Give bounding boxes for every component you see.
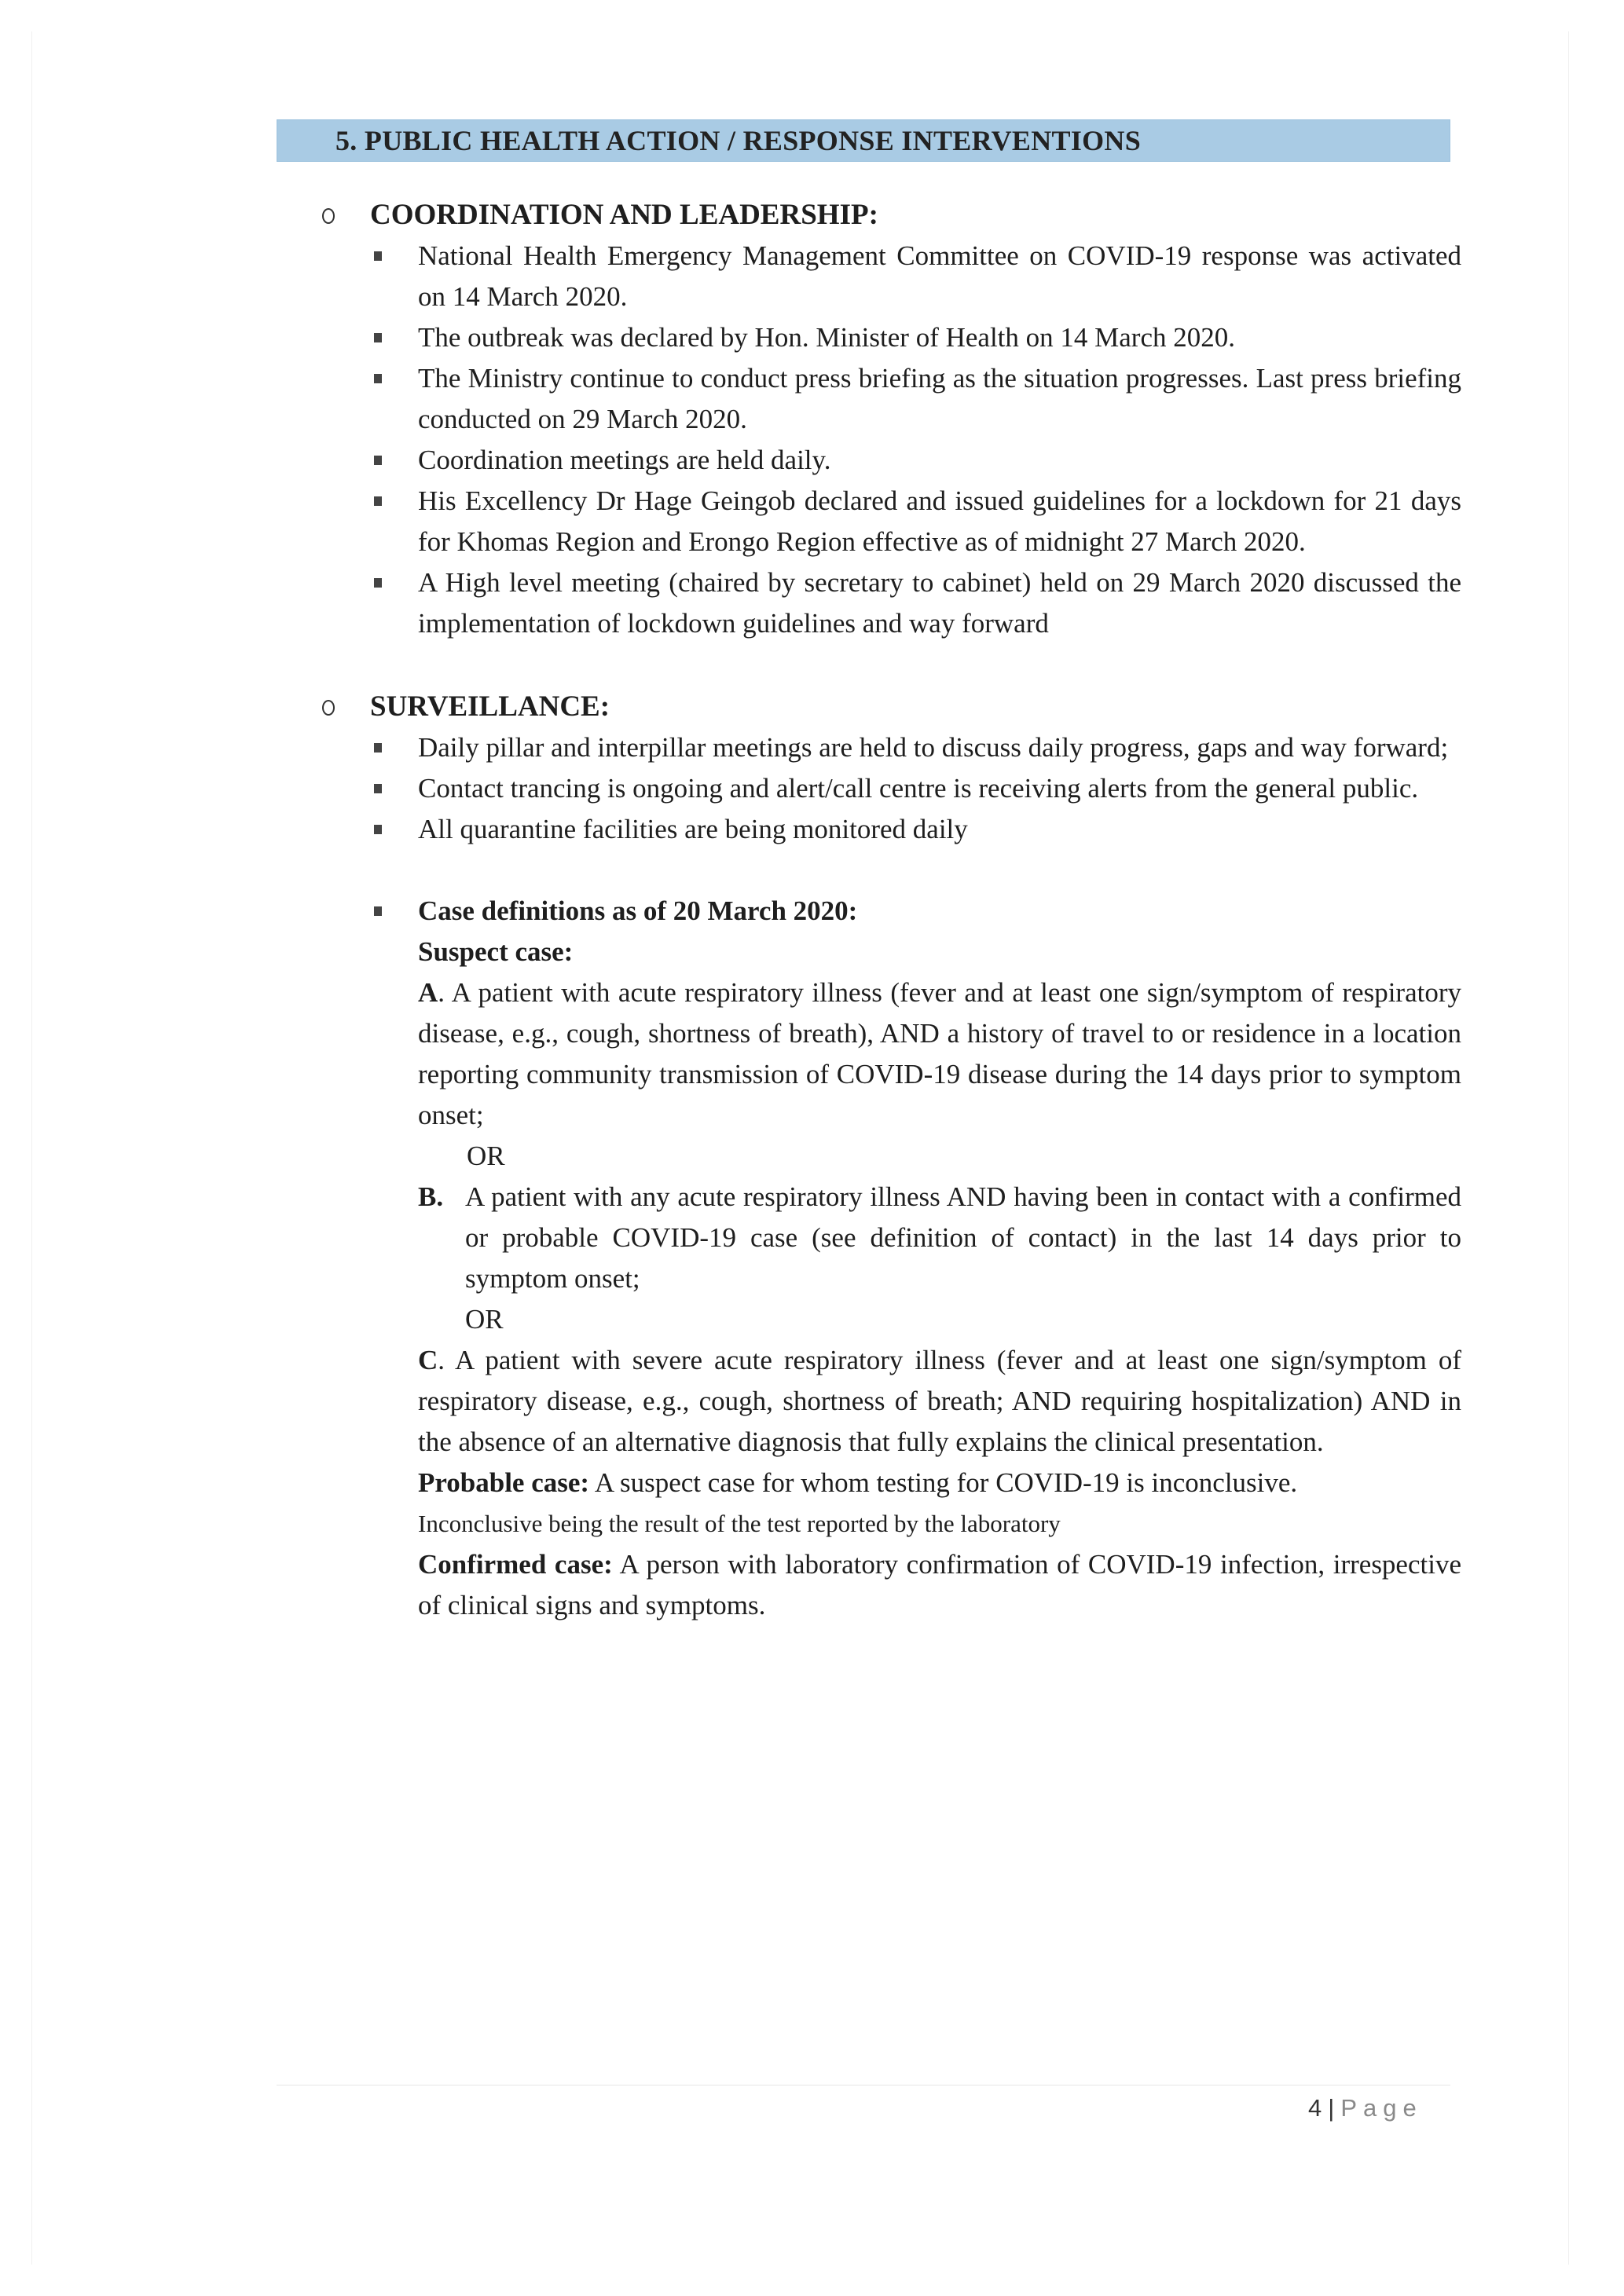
case-definitions-heading: Case definitions as of 20 March 2020: — [418, 895, 858, 926]
page-label: Page — [1340, 2094, 1423, 2122]
case-definitions — [371, 891, 1461, 1626]
square-bullet-icon — [374, 251, 382, 261]
list-item — [371, 562, 1461, 644]
section-title: 5. PUBLIC HEALTH ACTION / RESPONSE INTERVENTIONS — [335, 125, 1142, 156]
square-bullet-icon — [374, 374, 382, 383]
spacer — [371, 850, 1461, 891]
suspect-case-b-text — [465, 1177, 1461, 1340]
suspect-case-b — [418, 1177, 1461, 1340]
list-item-text: Coordination meetings are held daily. — [418, 445, 831, 475]
list-item-text: All quarantine facilities are being monitored daily — [418, 814, 968, 844]
probable-case-note: Inconclusive being the result of the test reported by the laboratory — [418, 1510, 1061, 1537]
square-bullet-icon — [374, 784, 382, 793]
coordination-list — [322, 236, 1461, 644]
suspect-case-b-body: A patient with any acute respiratory illness AND having been in contact with a confirmed or probable COVID-19 case (see definition of contact) in the last 14 days prior to symptom onset; — [465, 1181, 1461, 1294]
or-separator: OR — [465, 1304, 504, 1335]
probable-case — [418, 1463, 1461, 1503]
confirmed-case-text: A person with laboratory confirmation of COVID-19 infection, irrespective of clinical signs and symptoms. — [418, 1549, 1461, 1620]
list-item — [371, 317, 1461, 358]
list-item — [371, 236, 1461, 317]
square-bullet-icon — [374, 825, 382, 834]
surveillance-section — [322, 687, 1461, 1626]
square-bullet-icon — [374, 906, 382, 916]
list-item-text: A High level meeting (chaired by secretary to cabinet) held on 29 March 2020 discussed the implementation of lockdown guidelines and way forward — [418, 567, 1461, 639]
list-item-text: Daily pillar and interpillar meetings are held to discuss daily progress, gaps and way forward; — [418, 732, 1449, 763]
list-item-text: Contact trancing is ongoing and alert/call centre is receiving alerts from the general public. — [418, 773, 1419, 804]
list-item — [371, 768, 1461, 809]
square-bullet-icon — [374, 743, 382, 753]
list-item — [371, 727, 1461, 768]
confirmed-case-label: Confirmed case: — [418, 1549, 613, 1580]
suspect-case-a — [418, 972, 1461, 1136]
coordination-title: COORDINATION AND LEADERSHIP: — [370, 199, 878, 231]
square-bullet-icon — [374, 496, 382, 506]
list-item — [371, 358, 1461, 440]
suspect-case-label: Suspect case: — [418, 936, 574, 967]
surveillance-list — [322, 727, 1461, 1626]
list-item-text: The Ministry continue to conduct press briefing as the situation progresses. Last press briefing conducted on 29 March 2020. — [418, 363, 1461, 434]
page-number: 4 — [1308, 2094, 1322, 2122]
or-separator: OR — [467, 1141, 505, 1171]
list-item-text: His Excellency Dr Hage Geingob declared and issued guidelines for a lockdown for 21 days for Khomas Region and Erongo Region effective as of midnight 27 March 2020. — [418, 485, 1461, 557]
list-item — [371, 481, 1461, 562]
surveillance-heading — [322, 687, 1461, 727]
coordination-section — [322, 195, 1461, 644]
page-footer — [1308, 2094, 1423, 2122]
probable-case-text: A suspect case for whom testing for COVID-19 is inconclusive. — [589, 1467, 1298, 1498]
section-heading-band — [277, 119, 1450, 162]
surveillance-title: SURVEILLANCE: — [370, 690, 610, 723]
confirmed-case — [418, 1544, 1461, 1626]
list-item — [371, 440, 1461, 481]
circle-bullet-icon — [322, 208, 335, 224]
square-bullet-icon — [374, 578, 382, 588]
probable-case-label: Probable case: — [418, 1467, 590, 1498]
footer-separator: | — [1328, 2094, 1335, 2122]
suspect-case-a-label: A — [418, 977, 438, 1008]
square-bullet-icon — [374, 333, 382, 342]
square-bullet-icon — [374, 456, 382, 465]
document-body — [322, 195, 1461, 1668]
suspect-case-b-label: B. — [418, 1181, 444, 1212]
coordination-heading — [322, 195, 1461, 236]
circle-bullet-icon — [322, 700, 335, 716]
list-item-text: The outbreak was declared by Hon. Minister of Health on 14 March 2020. — [418, 322, 1235, 353]
list-item — [371, 809, 1461, 850]
suspect-case-c-label: C — [418, 1345, 438, 1375]
suspect-case-c-text: . A patient with severe acute respiratory illness (fever and at least one sign/symptom of respiratory disease, e.g., cough, shortness of breath; AND requiring hospitalization) AND in the absence of an alternative diagnosis that fully explains the clinical presentation. — [418, 1345, 1461, 1457]
list-item-text: National Health Emergency Management Committee on COVID-19 response was activated on 14 March 2020. — [418, 240, 1461, 312]
suspect-case-c — [418, 1340, 1461, 1463]
suspect-case-a-text: . A patient with acute respiratory illness (fever and at least one sign/symptom of respiratory disease, e.g., cough, shortness of breath), AND a history of travel to or residence in a location reporting community transmission of COVID-19 disease during the 14 days prior to symptom onset; — [418, 977, 1461, 1130]
